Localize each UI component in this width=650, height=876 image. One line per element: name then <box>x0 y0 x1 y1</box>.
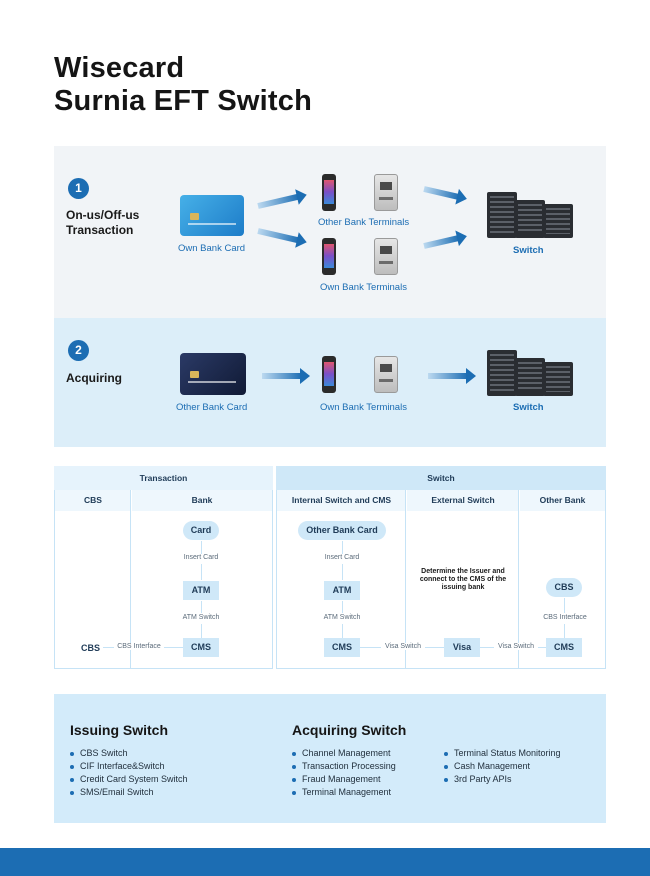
internal-atm-node: ATM <box>324 581 360 600</box>
bank-atm-node: ATM <box>183 581 219 600</box>
card-number-stripe <box>188 381 236 383</box>
other-bank-cbs-node: CBS <box>546 578 582 597</box>
list-item: Channel Management <box>292 747 396 760</box>
step-number-2: 2 <box>68 340 89 361</box>
acquiring-feature-list-1 <box>292 747 396 799</box>
cbs-interface-edge-label-2: CBS Interface <box>543 614 587 621</box>
group-header-transaction: Transaction <box>54 466 273 490</box>
column-header-external-switch: External Switch <box>407 490 519 511</box>
own-bank-terminals-caption-2: Own Bank Terminals <box>320 402 407 413</box>
atm-kiosk-icon <box>374 174 398 211</box>
arrow-icon <box>423 186 459 200</box>
page-title <box>54 52 312 118</box>
atm-switch-edge-label-2: ATM Switch <box>323 614 361 621</box>
acquiring-switch-title: Acquiring Switch <box>292 722 407 738</box>
list-item: CBS Switch <box>70 747 188 760</box>
column-header-bank: Bank <box>132 490 272 511</box>
features-panel <box>54 694 606 823</box>
list-item: 3rd Party APIs <box>444 773 561 786</box>
visa-node: Visa <box>444 638 480 657</box>
acquiring-panel <box>54 318 606 447</box>
list-item: Terminal Status Monitoring <box>444 747 561 760</box>
other-bank-terminals-caption: Other Bank Terminals <box>318 217 410 228</box>
list-item: Terminal Management <box>292 786 396 799</box>
other-bank-cms-node: CMS <box>546 638 582 657</box>
title-line-1: Wisecard <box>54 52 185 84</box>
other-bank-card-node: Other Bank Card <box>298 521 386 540</box>
other-bank-card-caption: Other Bank Card <box>176 402 248 413</box>
onus-offus-label-line2: Transaction <box>66 223 134 237</box>
arrow-icon <box>423 235 459 249</box>
step-number-1: 1 <box>68 178 89 199</box>
cbs-interface-edge-label: CBS Interface <box>114 643 164 650</box>
arrow-icon <box>428 373 468 379</box>
server-rack-icon <box>487 350 573 398</box>
visa-switch-edge-label-left: Visa Switch <box>381 643 425 650</box>
onus-offus-label <box>66 208 139 238</box>
atm-switch-edge-label: ATM Switch <box>182 614 220 621</box>
own-bank-card-caption: Own Bank Card <box>178 243 246 254</box>
title-line-2: Surnia EFT Switch <box>54 85 312 117</box>
internal-cms-node: CMS <box>324 638 360 657</box>
group-header-switch: Switch <box>276 466 606 490</box>
column-header-internal-switch: Internal Switch and CMS <box>277 490 406 511</box>
list-item: Fraud Management <box>292 773 396 786</box>
server-rack-icon <box>487 192 573 240</box>
arrow-icon <box>257 228 299 243</box>
list-item: Credit Card System Switch <box>70 773 188 786</box>
onus-offus-panel <box>54 146 606 318</box>
other-bank-card-image <box>180 353 246 395</box>
list-item: CIF Interface&Switch <box>70 760 188 773</box>
cbs-node: CBS <box>81 643 101 653</box>
acquiring-feature-list-2 <box>444 747 561 786</box>
card-number-stripe <box>188 223 236 225</box>
switch-caption: Switch <box>513 245 544 256</box>
issuing-switch-title: Issuing Switch <box>70 722 169 738</box>
visa-switch-edge-label-right: Visa Switch <box>494 643 538 650</box>
pos-terminal-icon <box>322 356 336 393</box>
column-header-other-bank: Other Bank <box>520 490 605 511</box>
bank-card-node: Card <box>183 521 219 540</box>
footer-bar <box>0 848 650 876</box>
column-header-cbs: CBS <box>55 490 131 511</box>
issuing-feature-list <box>70 747 188 799</box>
list-item: Transaction Processing <box>292 760 396 773</box>
flow-diagram <box>54 466 606 669</box>
switch-caption-2: Switch <box>513 402 544 413</box>
atm-kiosk-icon <box>374 238 398 275</box>
bank-cms-node: CMS <box>183 638 219 657</box>
list-item: Cash Management <box>444 760 561 773</box>
arrow-icon <box>257 194 299 209</box>
pos-terminal-icon <box>322 174 336 211</box>
atm-kiosk-icon <box>374 356 398 393</box>
insert-card-edge-label-2: Insert Card <box>324 554 360 561</box>
own-bank-terminals-caption: Own Bank Terminals <box>320 282 407 293</box>
card-chip-icon <box>190 371 199 378</box>
insert-card-edge-label: Insert Card <box>183 554 219 561</box>
list-item: SMS/Email Switch <box>70 786 188 799</box>
own-bank-card-image <box>180 195 244 236</box>
card-chip-icon <box>190 213 199 220</box>
pos-terminal-icon <box>322 238 336 275</box>
acquiring-label: Acquiring <box>66 371 122 385</box>
issuer-routing-note: Determine the Issuer and connect to the CMS of the issuing bank <box>419 568 507 591</box>
arrow-icon <box>262 373 302 379</box>
onus-offus-label-line1: On-us/Off-us <box>66 208 140 222</box>
